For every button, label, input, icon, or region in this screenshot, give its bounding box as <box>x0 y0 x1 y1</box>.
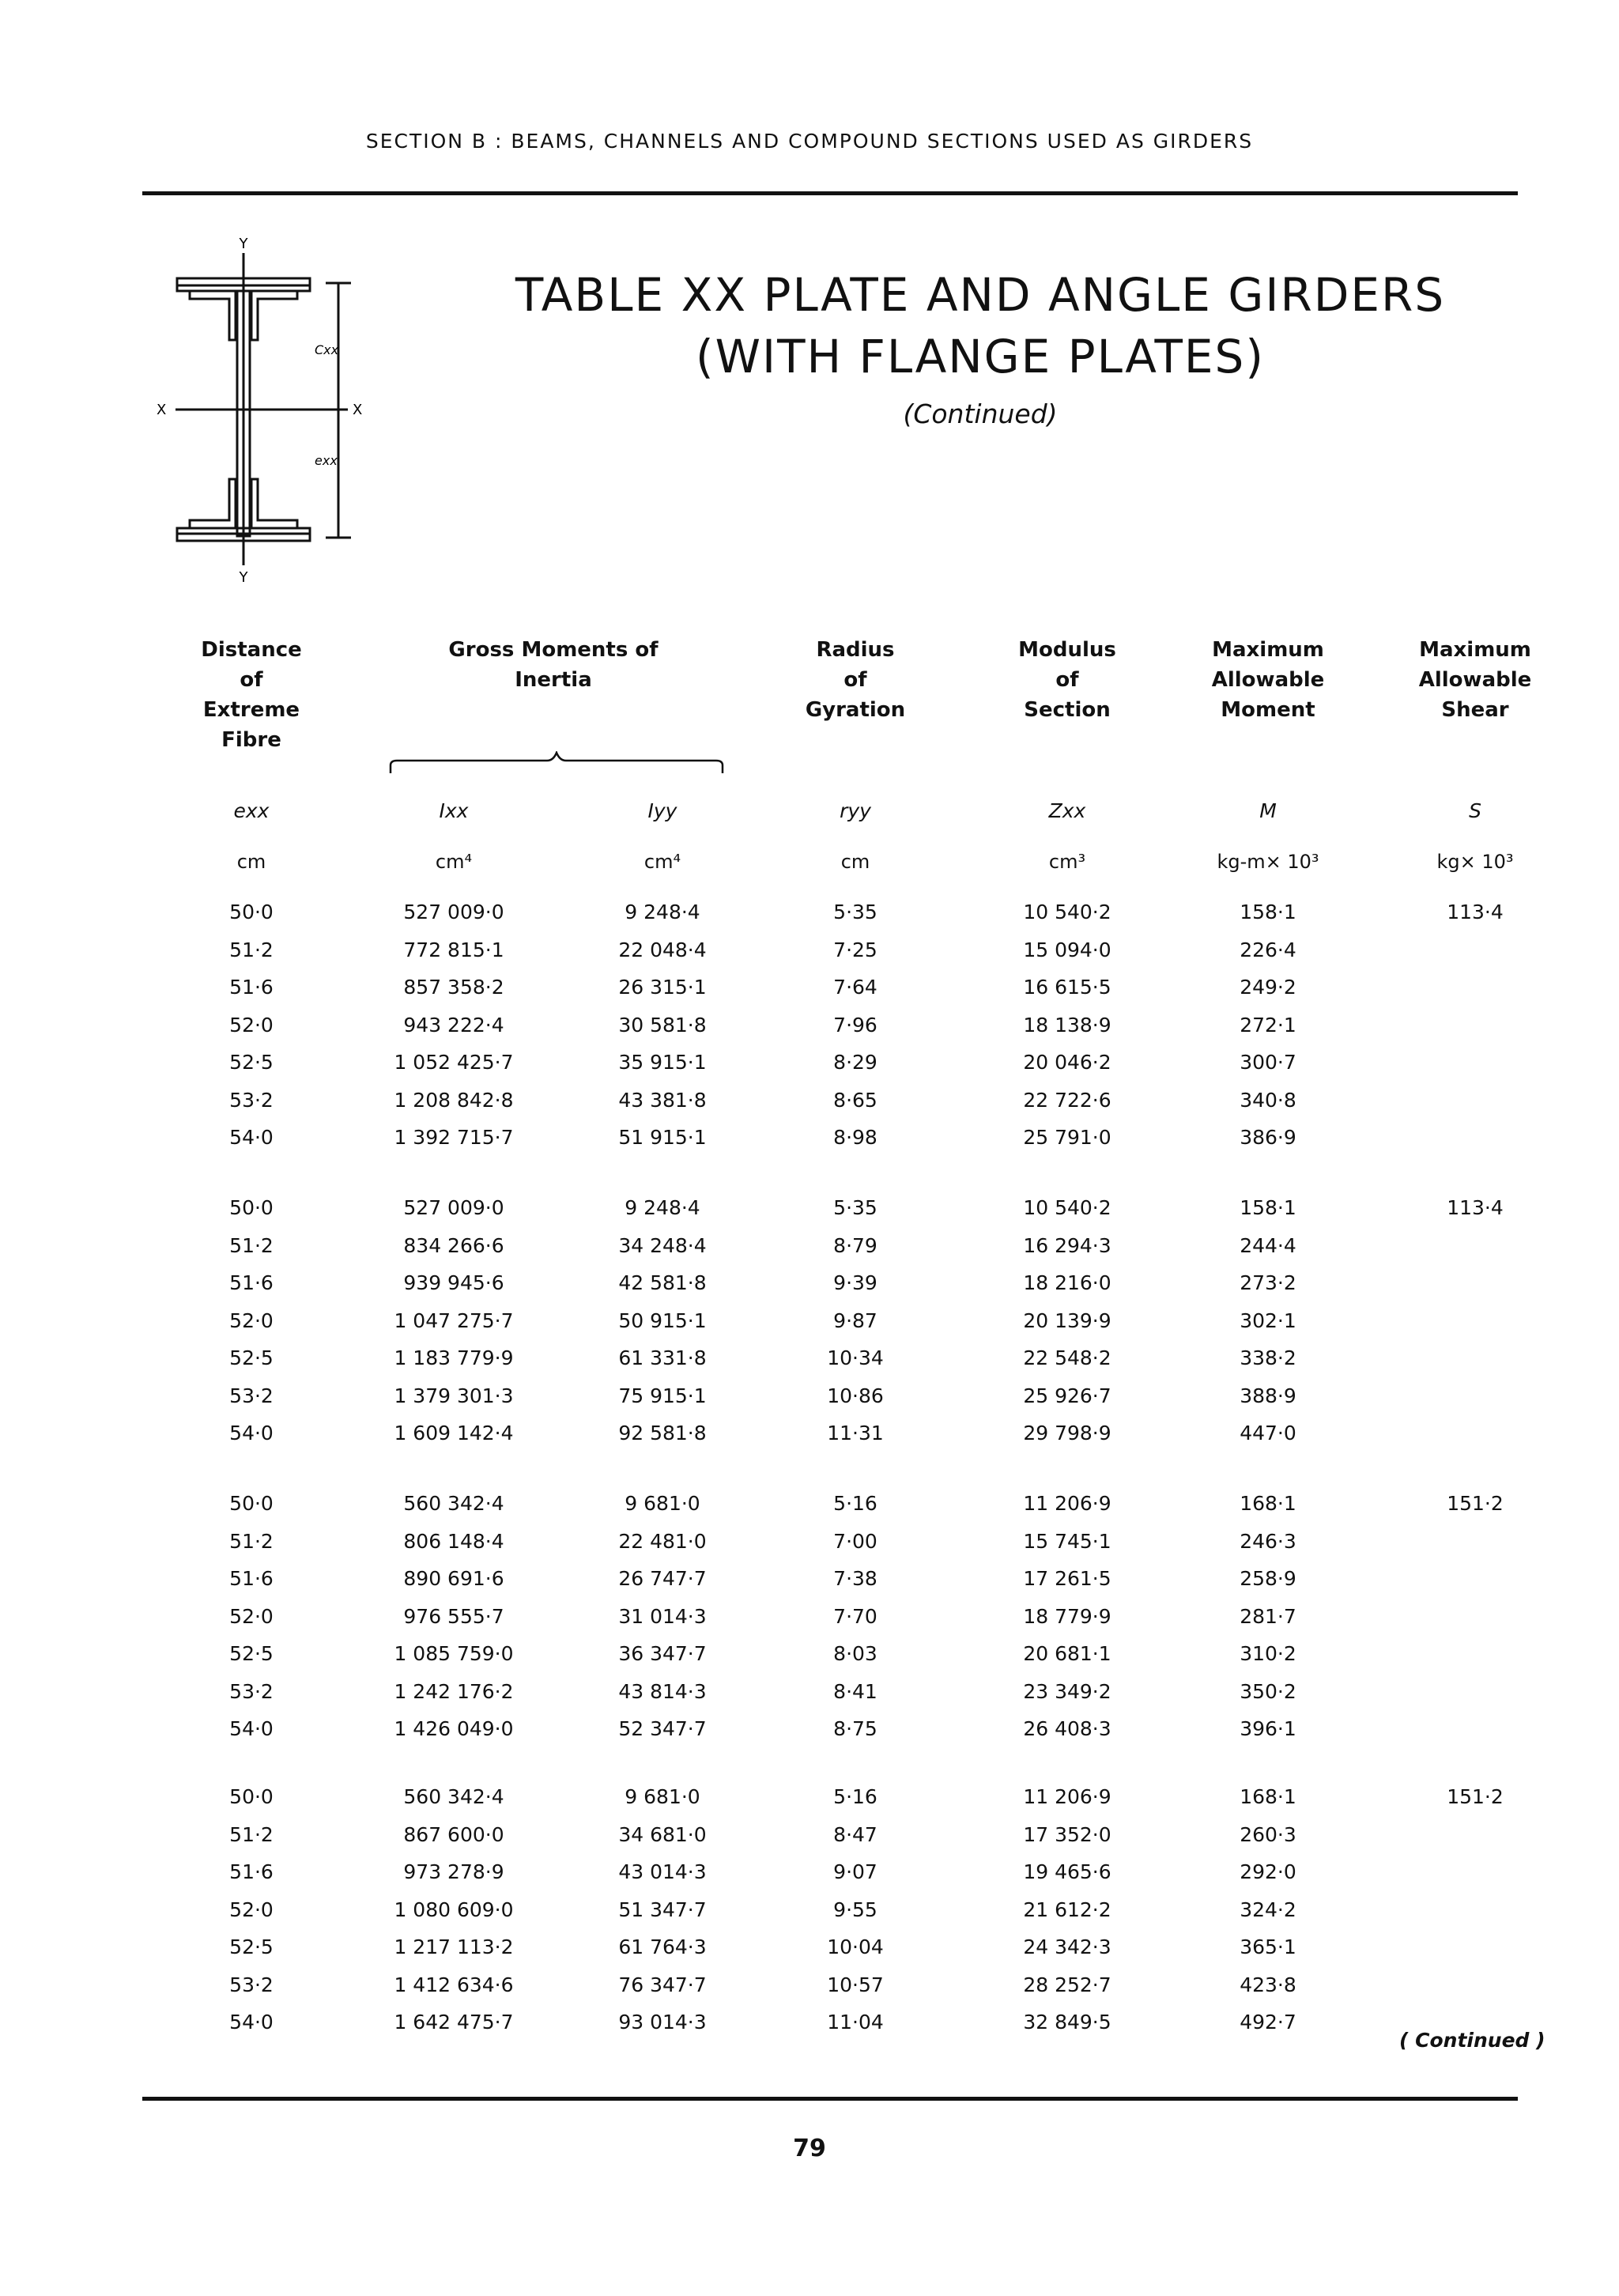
table-cell: 8·29 <box>833 1051 877 1074</box>
table-cell: 20 681·1 <box>1023 1642 1111 1665</box>
table-cell: 25 791·0 <box>1023 1126 1111 1149</box>
table-cell: 25 926·7 <box>1023 1384 1111 1407</box>
symbol-e-xx: exx <box>233 799 270 822</box>
table-cell: 10·57 <box>827 1973 884 1996</box>
table-cell: 350·2 <box>1240 1680 1296 1703</box>
table-cell: 939 945·6 <box>403 1271 504 1294</box>
axis-y-bottom-label: Y <box>239 569 248 585</box>
table-cell: 8·41 <box>833 1680 877 1703</box>
table-cell: 447·0 <box>1240 1422 1296 1444</box>
table-cell: 31 014·3 <box>618 1605 707 1628</box>
girder-section-diagram <box>150 237 387 585</box>
table-cell: 8·47 <box>833 1823 877 1846</box>
unit-z-xx: cm³ <box>1048 851 1086 873</box>
symbol-i-xx: Ixx <box>439 799 469 822</box>
table-subtitle: (WITH FLANGE PLATES) <box>696 330 1265 383</box>
title-continued: (Continued) <box>903 398 1058 429</box>
table-cell: 168·1 <box>1240 1785 1296 1808</box>
unit-e-xx: cm <box>236 851 266 873</box>
table-cell: 246·3 <box>1240 1530 1296 1553</box>
table-cell: 22 481·0 <box>618 1530 707 1553</box>
table-cell: 281·7 <box>1240 1605 1296 1628</box>
symbol-m: M <box>1259 799 1277 822</box>
header-modulus: Modulus of Section <box>1018 638 1116 722</box>
table-cell: 50 915·1 <box>618 1309 707 1332</box>
table-cell: 11·31 <box>827 1422 884 1444</box>
table-cell: 18 138·9 <box>1023 1014 1111 1037</box>
bottom-rule <box>142 2097 1518 2101</box>
table-cell: 527 009·0 <box>403 1196 504 1219</box>
table-cell: 492·7 <box>1240 2011 1296 2034</box>
axis-x-right-label: X <box>353 402 363 418</box>
table-cell: 857 358·2 <box>403 976 504 999</box>
table-cell: 772 815·1 <box>403 938 504 961</box>
table-cell: 10·34 <box>827 1346 884 1369</box>
table-cell: 10 540·2 <box>1023 901 1111 923</box>
table-cell: 302·1 <box>1240 1309 1296 1332</box>
table-cell: 1 412 634·6 <box>394 1973 514 1996</box>
table-cell: 51·6 <box>229 1567 274 1590</box>
dimension-label-upper: Cxx <box>315 342 339 357</box>
table-cell: 1 242 176·2 <box>394 1680 514 1703</box>
header-distance: Distance of Extreme Fibre <box>201 638 302 752</box>
table-cell: 8·75 <box>833 1717 877 1740</box>
header-moment: Maximum Allowable Moment <box>1211 638 1325 722</box>
table-cell: 52·5 <box>229 1346 274 1369</box>
table-cell: 1 392 715·7 <box>394 1126 514 1149</box>
table-cell: 54·0 <box>229 1126 274 1149</box>
table-cell: 1 080 609·0 <box>394 1898 514 1921</box>
axis-y-top-label: Y <box>239 237 248 252</box>
symbol-s: S <box>1469 799 1481 822</box>
table-cell: 18 779·9 <box>1023 1605 1111 1628</box>
table-cell: 21 612·2 <box>1023 1898 1111 1921</box>
table-cell: 22 548·2 <box>1023 1346 1111 1369</box>
table-cell: 8·79 <box>833 1234 877 1257</box>
axis-x-left-label: X <box>157 402 167 418</box>
table-cell: 1 085 759·0 <box>394 1642 514 1665</box>
table-cell: 61 764·3 <box>618 1935 707 1958</box>
table-cell: 324·2 <box>1240 1898 1296 1921</box>
table-cell: 8·98 <box>833 1126 877 1149</box>
table-cell: 8·65 <box>833 1089 877 1112</box>
table-cell: 226·4 <box>1240 938 1296 961</box>
table-cell: 22 048·4 <box>618 938 707 961</box>
table-cell: 52·0 <box>229 1898 274 1921</box>
table-cell: 26 408·3 <box>1023 1717 1111 1740</box>
table-cell: 260·3 <box>1240 1823 1296 1846</box>
table-cell: 51·6 <box>229 1271 274 1294</box>
table-cell: 273·2 <box>1240 1271 1296 1294</box>
table-cell: 32 849·5 <box>1023 2011 1111 2034</box>
table-cell: 7·38 <box>833 1567 877 1590</box>
table-cell: 292·0 <box>1240 1860 1296 1883</box>
table-cell: 34 248·4 <box>618 1234 707 1257</box>
table-cell: 53·2 <box>229 1384 274 1407</box>
dimension-label-lower: exx <box>315 453 338 468</box>
table-cell: 7·00 <box>833 1530 877 1553</box>
table-cell: 52·0 <box>229 1014 274 1037</box>
table-cell: 52·5 <box>229 1935 274 1958</box>
table-cell: 92 581·8 <box>618 1422 707 1444</box>
table-cell: 52·0 <box>229 1309 274 1332</box>
table-cell: 1 208 842·8 <box>394 1089 514 1112</box>
table-cell: 22 722·6 <box>1023 1089 1111 1112</box>
table-cell: 10 540·2 <box>1023 1196 1111 1219</box>
table-cell: 973 278·9 <box>403 1860 504 1883</box>
table-cell: 11 206·9 <box>1023 1492 1111 1515</box>
table-cell: 76 347·7 <box>618 1973 707 1996</box>
table-cell: 51·2 <box>229 1234 274 1257</box>
table-cell: 9·39 <box>833 1271 877 1294</box>
table-cell: 51·2 <box>229 938 274 961</box>
table-cell: 560 342·4 <box>403 1785 504 1808</box>
table-cell: 50·0 <box>229 901 274 923</box>
table-cell: 52·0 <box>229 1605 274 1628</box>
page-number: 79 <box>793 2135 826 2162</box>
table-cell: 53·2 <box>229 1973 274 1996</box>
table-cell: 51·2 <box>229 1530 274 1553</box>
table-title: TABLE XX PLATE AND ANGLE GIRDERS <box>515 268 1446 322</box>
table-cell: 7·96 <box>833 1014 877 1037</box>
table-cell: 53·2 <box>229 1680 274 1703</box>
section-header: SECTION B : BEAMS, CHANNELS AND COMPOUND SECTIONS USED AS GIRDERS <box>365 130 1254 153</box>
header-radius: Radius of Gyration <box>805 638 906 722</box>
table-cell: 5·35 <box>833 901 877 923</box>
table-cell: 5·35 <box>833 1196 877 1219</box>
symbol-r-yy: ryy <box>840 799 871 822</box>
table-cell: 51·6 <box>229 976 274 999</box>
header-shear: Maximum Allowable Shear <box>1418 638 1532 722</box>
table-cell: 5·16 <box>833 1492 877 1515</box>
table-cell: 300·7 <box>1240 1051 1296 1074</box>
table-cell: 1 642 475·7 <box>394 2011 514 2034</box>
table-cell: 43 381·8 <box>618 1089 707 1112</box>
table-cell: 17 352·0 <box>1023 1823 1111 1846</box>
table-cell: 23 349·2 <box>1023 1680 1111 1703</box>
table-cell: 168·1 <box>1240 1492 1296 1515</box>
table-cell: 976 555·7 <box>403 1605 504 1628</box>
table-cell: 54·0 <box>229 1422 274 1444</box>
table-cell-shear: 151·2 <box>1447 1492 1504 1515</box>
table-cell: 15 094·0 <box>1023 938 1111 961</box>
table-cell: 7·25 <box>833 938 877 961</box>
table-cell: 50·0 <box>229 1492 274 1515</box>
table-cell: 20 139·9 <box>1023 1309 1111 1332</box>
table-cell: 20 046·2 <box>1023 1051 1111 1074</box>
table-cell: 51·6 <box>229 1860 274 1883</box>
title-block <box>443 264 1518 429</box>
table-cell: 806 148·4 <box>403 1530 504 1553</box>
table-cell-shear: 151·2 <box>1447 1785 1504 1808</box>
table-cell: 51 915·1 <box>618 1126 707 1149</box>
table-cell: 560 342·4 <box>403 1492 504 1515</box>
symbol-i-yy: Iyy <box>647 799 677 822</box>
table-cell: 272·1 <box>1240 1014 1296 1037</box>
inertia-brace <box>389 751 724 776</box>
table-cell: 35 915·1 <box>618 1051 707 1074</box>
continued-note: ( Continued ) <box>1399 2029 1545 2052</box>
table-cell: 36 347·7 <box>618 1642 707 1665</box>
table-cell-shear: 113·4 <box>1447 901 1504 923</box>
table-cell: 52 347·7 <box>618 1717 707 1740</box>
table-cell: 61 331·8 <box>618 1346 707 1369</box>
table-cell: 244·4 <box>1240 1234 1296 1257</box>
table-cell: 52·5 <box>229 1051 274 1074</box>
table-cell: 8·03 <box>833 1642 877 1665</box>
table-cell: 867 600·0 <box>403 1823 504 1846</box>
table-cell: 1 426 049·0 <box>394 1717 514 1740</box>
table-cell: 15 745·1 <box>1023 1530 1111 1553</box>
table-cell: 52·5 <box>229 1642 274 1665</box>
table-cell: 16 294·3 <box>1023 1234 1111 1257</box>
table-cell: 11 206·9 <box>1023 1785 1111 1808</box>
header-gross-moments: Gross Moments of Inertia <box>448 638 659 692</box>
table-cell: 28 252·7 <box>1023 1973 1111 1996</box>
table-cell: 365·1 <box>1240 1935 1296 1958</box>
table-cell: 9·07 <box>833 1860 877 1883</box>
table-cell: 527 009·0 <box>403 901 504 923</box>
table-cell: 11·04 <box>827 2011 884 2034</box>
table-cell: 10·86 <box>827 1384 884 1407</box>
table-cell: 158·1 <box>1240 901 1296 923</box>
unit-i-yy: cm⁴ <box>643 851 681 873</box>
table-cell: 1 217 113·2 <box>394 1935 514 1958</box>
table-cell: 1 052 425·7 <box>394 1051 514 1074</box>
table-cell: 1 609 142·4 <box>394 1422 514 1444</box>
table-cell: 1 183 779·9 <box>394 1346 514 1369</box>
unit-m: kg-m× 10³ <box>1217 851 1319 873</box>
unit-s: kg× 10³ <box>1436 851 1514 873</box>
unit-i-xx: cm⁴ <box>435 851 473 873</box>
table-cell: 75 915·1 <box>618 1384 707 1407</box>
table-cell: 7·70 <box>833 1605 877 1628</box>
table-cell: 18 216·0 <box>1023 1271 1111 1294</box>
table-cell: 9·87 <box>833 1309 877 1332</box>
table-cell: 53·2 <box>229 1089 274 1112</box>
table-cell: 943 222·4 <box>403 1014 504 1037</box>
table-cell: 9·55 <box>833 1898 877 1921</box>
table-cell: 43 814·3 <box>618 1680 707 1703</box>
table-cell: 249·2 <box>1240 976 1296 999</box>
table-cell: 51 347·7 <box>618 1898 707 1921</box>
table-cell: 50·0 <box>229 1785 274 1808</box>
table-cell: 51·2 <box>229 1823 274 1846</box>
table-cell: 42 581·8 <box>618 1271 707 1294</box>
table-cell: 158·1 <box>1240 1196 1296 1219</box>
table-cell: 16 615·5 <box>1023 976 1111 999</box>
table-cell: 10·04 <box>827 1935 884 1958</box>
table-cell: 310·2 <box>1240 1642 1296 1665</box>
table-cell: 340·8 <box>1240 1089 1296 1112</box>
table-cell: 388·9 <box>1240 1384 1296 1407</box>
table-cell: 43 014·3 <box>618 1860 707 1883</box>
table-cell: 258·9 <box>1240 1567 1296 1590</box>
top-rule <box>142 191 1518 195</box>
table-cell: 93 014·3 <box>618 2011 707 2034</box>
table-cell: 17 261·5 <box>1023 1567 1111 1590</box>
table-cell: 1 379 301·3 <box>394 1384 514 1407</box>
table-cell: 9 681·0 <box>625 1785 700 1808</box>
table-cell: 7·64 <box>833 976 877 999</box>
table-cell: 386·9 <box>1240 1126 1296 1149</box>
table-cell: 834 266·6 <box>403 1234 504 1257</box>
table-cell: 338·2 <box>1240 1346 1296 1369</box>
table-cell: 5·16 <box>833 1785 877 1808</box>
table-cell-shear: 113·4 <box>1447 1196 1504 1219</box>
table-cell: 396·1 <box>1240 1717 1296 1740</box>
table-cell: 890 691·6 <box>403 1567 504 1590</box>
table-cell: 9 248·4 <box>625 901 700 923</box>
table-cell: 30 581·8 <box>618 1014 707 1037</box>
table-cell: 423·8 <box>1240 1973 1296 1996</box>
table-cell: 34 681·0 <box>618 1823 707 1846</box>
table-cell: 19 465·6 <box>1023 1860 1111 1883</box>
table-cell: 24 342·3 <box>1023 1935 1111 1958</box>
table-cell: 26 315·1 <box>618 976 707 999</box>
table-cell: 54·0 <box>229 2011 274 2034</box>
symbol-z-xx: Zxx <box>1048 799 1086 822</box>
table-cell: 1 047 275·7 <box>394 1309 514 1332</box>
table-cell: 26 747·7 <box>618 1567 707 1590</box>
unit-r-yy: cm <box>840 851 870 873</box>
table-cell: 54·0 <box>229 1717 274 1740</box>
table-cell: 9 248·4 <box>625 1196 700 1219</box>
table-cell: 9 681·0 <box>625 1492 700 1515</box>
table-cell: 50·0 <box>229 1196 274 1219</box>
table-cell: 29 798·9 <box>1023 1422 1111 1444</box>
